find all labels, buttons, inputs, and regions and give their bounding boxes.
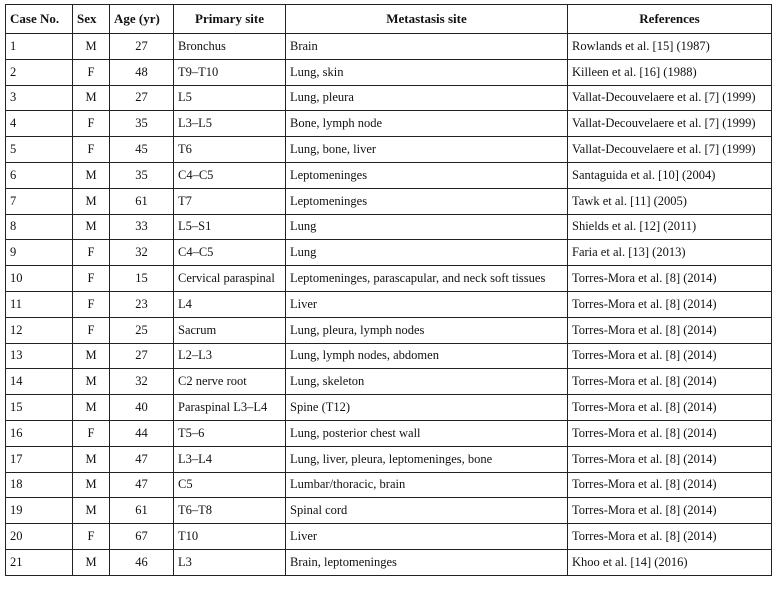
cell-age: 27 <box>110 85 174 111</box>
table-body <box>6 34 772 576</box>
table-row <box>6 266 772 292</box>
cell-case-no: 5 <box>6 137 73 163</box>
cell-metastasis-site: Lung, skin <box>286 59 568 85</box>
cell-age: 35 <box>110 162 174 188</box>
cell-case-no: 11 <box>6 291 73 317</box>
table-row <box>6 85 772 111</box>
cell-primary-site: L3–L5 <box>174 111 286 137</box>
cell-reference: Killeen et al. [16] (1988) <box>568 59 772 85</box>
cell-case-no: 19 <box>6 498 73 524</box>
cell-case-no: 21 <box>6 549 73 575</box>
cell-metastasis-site: Lung, lymph nodes, abdomen <box>286 343 568 369</box>
cell-age: 33 <box>110 214 174 240</box>
cell-sex: F <box>73 111 110 137</box>
cell-case-no: 7 <box>6 188 73 214</box>
cell-primary-site: Cervical paraspinal <box>174 266 286 292</box>
cell-age: 32 <box>110 240 174 266</box>
table-row <box>6 317 772 343</box>
cell-primary-site: T6–T8 <box>174 498 286 524</box>
cell-sex: M <box>73 472 110 498</box>
cell-case-no: 6 <box>6 162 73 188</box>
cell-primary-site: Sacrum <box>174 317 286 343</box>
cell-metastasis-site: Leptomeninges <box>286 188 568 214</box>
cell-case-no: 17 <box>6 446 73 472</box>
cell-sex: F <box>73 420 110 446</box>
cell-age: 27 <box>110 343 174 369</box>
cell-sex: M <box>73 188 110 214</box>
cell-case-no: 9 <box>6 240 73 266</box>
cell-sex: M <box>73 162 110 188</box>
cell-metastasis-site: Lung, pleura <box>286 85 568 111</box>
cell-case-no: 13 <box>6 343 73 369</box>
header-age: Age (yr) <box>110 5 174 34</box>
table-row <box>6 446 772 472</box>
cell-metastasis-site: Liver <box>286 291 568 317</box>
cell-case-no: 3 <box>6 85 73 111</box>
cell-primary-site: L3–L4 <box>174 446 286 472</box>
cell-primary-site: L4 <box>174 291 286 317</box>
cell-sex: M <box>73 549 110 575</box>
cell-reference: Torres-Mora et al. [8] (2014) <box>568 369 772 395</box>
cell-age: 46 <box>110 549 174 575</box>
cell-metastasis-site: Liver <box>286 524 568 550</box>
cell-sex: F <box>73 524 110 550</box>
cell-sex: F <box>73 240 110 266</box>
cell-primary-site: T7 <box>174 188 286 214</box>
cell-age: 48 <box>110 59 174 85</box>
table-row <box>6 240 772 266</box>
cell-sex: M <box>73 446 110 472</box>
cell-metastasis-site: Lung <box>286 240 568 266</box>
cell-case-no: 8 <box>6 214 73 240</box>
cell-primary-site: C2 nerve root <box>174 369 286 395</box>
cell-primary-site: L3 <box>174 549 286 575</box>
cell-reference: Faria et al. [13] (2013) <box>568 240 772 266</box>
cell-reference: Vallat-Decouvelaere et al. [7] (1999) <box>568 85 772 111</box>
cell-sex: F <box>73 266 110 292</box>
cell-metastasis-site: Lung <box>286 214 568 240</box>
cell-reference: Santaguida et al. [10] (2004) <box>568 162 772 188</box>
cell-reference: Torres-Mora et al. [8] (2014) <box>568 524 772 550</box>
cell-primary-site: C4–C5 <box>174 240 286 266</box>
cell-primary-site: L2–L3 <box>174 343 286 369</box>
cell-metastasis-site: Lung, bone, liver <box>286 137 568 163</box>
cell-case-no: 20 <box>6 524 73 550</box>
cell-case-no: 4 <box>6 111 73 137</box>
cell-metastasis-site: Bone, lymph node <box>286 111 568 137</box>
table-row <box>6 111 772 137</box>
header-references: References <box>568 5 772 34</box>
table-row <box>6 420 772 446</box>
cell-reference: Torres-Mora et al. [8] (2014) <box>568 291 772 317</box>
cell-primary-site: L5 <box>174 85 286 111</box>
cell-age: 61 <box>110 498 174 524</box>
table-row <box>6 369 772 395</box>
cell-primary-site: L5–S1 <box>174 214 286 240</box>
cell-age: 23 <box>110 291 174 317</box>
cell-reference: Shields et al. [12] (2011) <box>568 214 772 240</box>
cell-metastasis-site: Brain, leptomeninges <box>286 549 568 575</box>
cell-sex: F <box>73 137 110 163</box>
cell-case-no: 16 <box>6 420 73 446</box>
cell-case-no: 14 <box>6 369 73 395</box>
cell-reference: Torres-Mora et al. [8] (2014) <box>568 472 772 498</box>
cell-age: 44 <box>110 420 174 446</box>
cell-sex: M <box>73 395 110 421</box>
cell-reference: Torres-Mora et al. [8] (2014) <box>568 317 772 343</box>
cell-metastasis-site: Lung, skeleton <box>286 369 568 395</box>
cell-reference: Vallat-Decouvelaere et al. [7] (1999) <box>568 137 772 163</box>
cell-case-no: 10 <box>6 266 73 292</box>
cell-reference: Tawk et al. [11] (2005) <box>568 188 772 214</box>
table-row <box>6 549 772 575</box>
cell-sex: M <box>73 343 110 369</box>
cell-reference: Rowlands et al. [15] (1987) <box>568 34 772 60</box>
cell-reference: Khoo et al. [14] (2016) <box>568 549 772 575</box>
cell-age: 15 <box>110 266 174 292</box>
cell-metastasis-site: Spine (T12) <box>286 395 568 421</box>
table-row <box>6 34 772 60</box>
case-table <box>5 4 772 576</box>
table-row <box>6 343 772 369</box>
table-header <box>6 5 772 34</box>
header-case-no: Case No. <box>6 5 73 34</box>
table-row <box>6 59 772 85</box>
table-row <box>6 214 772 240</box>
table-row <box>6 137 772 163</box>
cell-primary-site: T5–6 <box>174 420 286 446</box>
cell-age: 47 <box>110 446 174 472</box>
cell-primary-site: C4–C5 <box>174 162 286 188</box>
table-row <box>6 291 772 317</box>
header-sex: Sex <box>73 5 110 34</box>
cell-age: 35 <box>110 111 174 137</box>
cell-metastasis-site: Leptomeninges <box>286 162 568 188</box>
cell-primary-site: T6 <box>174 137 286 163</box>
cell-case-no: 2 <box>6 59 73 85</box>
cell-primary-site: T10 <box>174 524 286 550</box>
cell-sex: M <box>73 498 110 524</box>
table-row <box>6 498 772 524</box>
cell-age: 47 <box>110 472 174 498</box>
cell-metastasis-site: Lung, pleura, lymph nodes <box>286 317 568 343</box>
cell-sex: M <box>73 34 110 60</box>
cell-primary-site: C5 <box>174 472 286 498</box>
cell-reference: Torres-Mora et al. [8] (2014) <box>568 395 772 421</box>
cell-metastasis-site: Lumbar/thoracic, brain <box>286 472 568 498</box>
header-primary-site: Primary site <box>174 5 286 34</box>
cell-metastasis-site: Lung, liver, pleura, leptomeninges, bone <box>286 446 568 472</box>
table-row <box>6 472 772 498</box>
table-row <box>6 188 772 214</box>
cell-case-no: 12 <box>6 317 73 343</box>
table-row <box>6 524 772 550</box>
cell-case-no: 15 <box>6 395 73 421</box>
cell-metastasis-site: Spinal cord <box>286 498 568 524</box>
cell-reference: Vallat-Decouvelaere et al. [7] (1999) <box>568 111 772 137</box>
cell-metastasis-site: Brain <box>286 34 568 60</box>
cell-metastasis-site: Leptomeninges, parascapular, and neck soft tissues <box>286 266 568 292</box>
cell-reference: Torres-Mora et al. [8] (2014) <box>568 266 772 292</box>
cell-primary-site: T9–T10 <box>174 59 286 85</box>
cell-case-no: 1 <box>6 34 73 60</box>
cell-sex: M <box>73 369 110 395</box>
cell-age: 32 <box>110 369 174 395</box>
header-row <box>6 5 772 34</box>
table-row <box>6 395 772 421</box>
cell-age: 27 <box>110 34 174 60</box>
cell-age: 67 <box>110 524 174 550</box>
cell-reference: Torres-Mora et al. [8] (2014) <box>568 498 772 524</box>
cell-reference: Torres-Mora et al. [8] (2014) <box>568 343 772 369</box>
cell-primary-site: Paraspinal L3–L4 <box>174 395 286 421</box>
cell-age: 45 <box>110 137 174 163</box>
cell-sex: M <box>73 85 110 111</box>
cell-age: 25 <box>110 317 174 343</box>
cell-reference: Torres-Mora et al. [8] (2014) <box>568 420 772 446</box>
cell-reference: Torres-Mora et al. [8] (2014) <box>568 446 772 472</box>
header-metastasis-site: Metastasis site <box>286 5 568 34</box>
cell-sex: F <box>73 59 110 85</box>
cell-metastasis-site: Lung, posterior chest wall <box>286 420 568 446</box>
cell-sex: F <box>73 317 110 343</box>
cell-sex: M <box>73 214 110 240</box>
cell-age: 40 <box>110 395 174 421</box>
table-row <box>6 162 772 188</box>
cell-age: 61 <box>110 188 174 214</box>
cell-primary-site: Bronchus <box>174 34 286 60</box>
cell-sex: F <box>73 291 110 317</box>
cell-case-no: 18 <box>6 472 73 498</box>
